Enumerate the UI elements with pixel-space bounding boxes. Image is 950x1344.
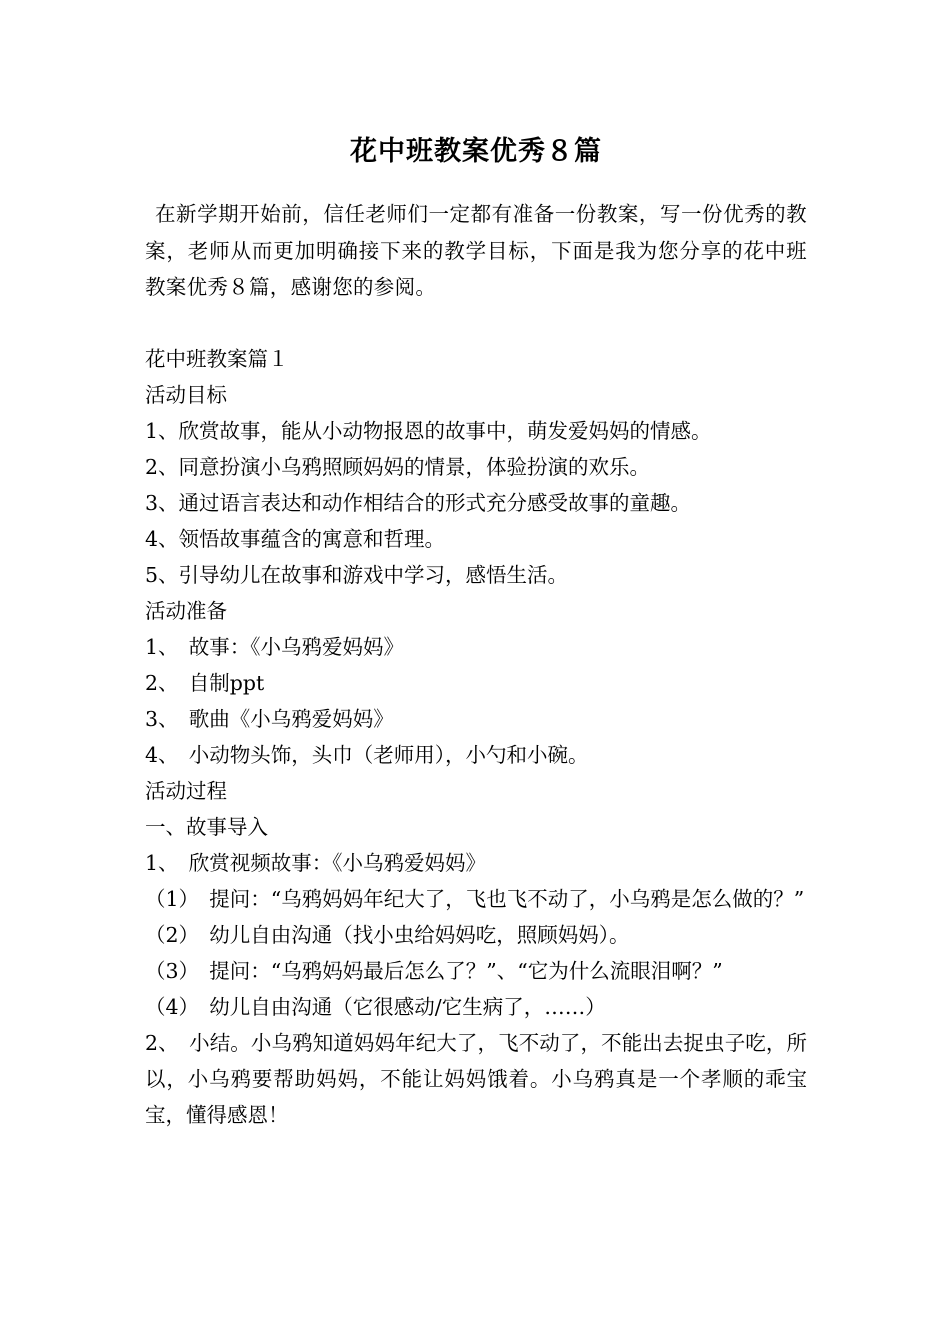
goal-item: 3、通过语言表达和动作相结合的形式充分感受故事的童趣。 (145, 491, 692, 515)
preparation-item: 4、 小动物头饰，头巾（老师用），小勺和小碗。 (145, 743, 589, 767)
process-step: 一、故事导入 (145, 815, 268, 839)
subheading-preparation: 活动准备 (145, 599, 227, 623)
process-subitem: （4） 幼儿自由沟通（它很感动/它生病了，……） (145, 995, 606, 1019)
preparation-item: 1、 故事：《小乌鸦爱妈妈》 (145, 635, 405, 659)
subheading-goals: 活动目标 (145, 383, 227, 407)
section-heading: 花中班教案篇１ (145, 347, 289, 371)
preparation-item: 2、 自制ppt (145, 671, 265, 695)
process-subitem: （2） 幼儿自由沟通（找小虫给妈妈吃，照顾妈妈）。 (145, 923, 630, 947)
document-title: 花中班教案优秀８篇 (350, 136, 602, 167)
process-subitem: （3） 提问：“乌鸦妈妈最后怎么了？”、“它为什么流眼泪啊？” (145, 959, 723, 983)
goal-item: 1、欣赏故事，能从小动物报恩的故事中，萌发爱妈妈的情感。 (145, 419, 712, 443)
goal-item: 2、同意扮演小乌鸦照顾妈妈的情景，体验扮演的欢乐。 (145, 455, 651, 479)
process-item: 1、 欣赏视频故事：《小乌鸦爱妈妈》 (145, 851, 487, 875)
goal-item: 4、领悟故事蕴含的寓意和哲理。 (145, 527, 446, 551)
preparation-item: 3、 歌曲《小乌鸦爱妈妈》 (145, 707, 394, 731)
process-subitem: （1） 提问：“乌鸦妈妈年纪大了，飞也飞不动了，小乌鸦是怎么做的？” (145, 887, 805, 911)
subheading-process: 活动过程 (145, 779, 227, 803)
goal-item: 5、引导幼儿在故事和游戏中学习，感悟生活。 (145, 563, 569, 587)
intro-paragraph: 在新学期开始前，信任老师们一定都有准备一份教案，写一份优秀的教案，老师从而更加明确接下来的教学目标，下面是我为您分享的花中班教案优秀８篇，感谢您的参阅。 (145, 202, 807, 299)
process-summary: 2、 小结。小乌鸦知道妈妈年纪大了，飞不动了，不能出去捉虫子吃，所以，小乌鸦要帮助妈妈，不能让妈妈饿着。小乌鸦真是一个孝顺的乖宝宝，懂得感恩！ (145, 1031, 807, 1127)
document-body (145, 341, 807, 1133)
